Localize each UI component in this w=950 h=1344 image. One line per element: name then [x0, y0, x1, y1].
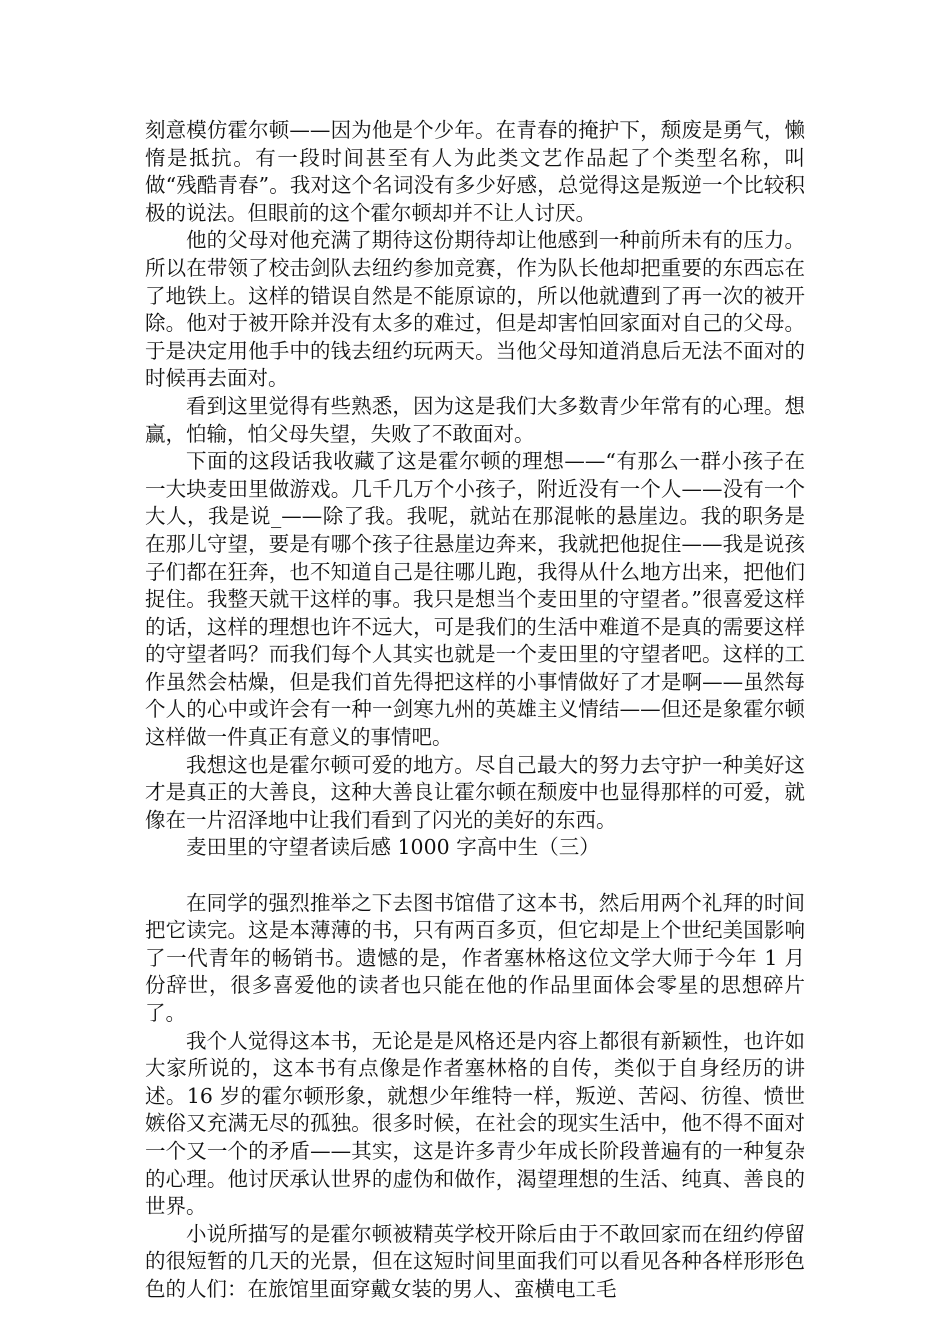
paragraph: 下面的这段话我收藏了这是霍尔顿的理想——“有那么一群小孩子在一大块麦田里做游戏。几千几万个小孩子，附近没有一个人——没有一个大人，我是说_——除了我。我呢，就站在那混帐的悬崖边。我的职务是在那儿守望，要是有哪个孩子往悬崖边奔来，我就把他捉住——我是说孩子们都在狂奔，也不知道自己是往哪儿跑，我得从什么地方出来，把他们捉住。我整天就干这样的事。我只是想当个麦田里的守望者。”很喜爱这样的话，这样的理想也许不远大，可是我们的生活中难道不是真的需要这样的守望者吗？而我们每个人其实也就是一个麦田里的守望者吧。这样的工作虽然会枯燥，但是我们首先得把这样的小事情做好了才是啊——虽然每个人的心中或许会有一种一剑寒九州的英雄主义情结——但还是象霍尔顿这样做一件真正有意义的事情吧。: [145, 449, 805, 750]
paragraph: 刻意模仿霍尔顿——因为他是个少年。在青春的掩护下，颓废是勇气，懒惰是抵抗。有一段时间甚至有人为此类文艺作品起了个类型名称，叫做“残酷青春”。我对这个名词没有多少好感，总觉得这是叛逆一个比较积极的说法。但眼前的这个霍尔顿却并不让人讨厌。: [145, 118, 805, 225]
blank-line: [145, 862, 805, 890]
paragraph: 他的父母对他充满了期待这份期待却让他感到一种前所未有的压力。所以在带领了校击剑队去纽约参加竞赛，作为队长他却把重要的东西忘在了地铁上。这样的错误自然是不能原谅的，所以他就遭到了再一次的被开除。他对于被开除并没有太多的难过，但是却害怕回家面对自己的父母。于是决定用他手中的钱去纽约玩两天。当他父母知道消息后无法不面对的时候再去面对。: [145, 228, 805, 391]
paragraph: 小说所描写的是霍尔顿被精英学校开除后由于不敢回家而在纽约停留的很短暂的几天的光景，但在这短时间里面我们可以看见各种各样形形色色的人们：在旅馆里面穿戴女装的男人、蛮横电工毛: [145, 1221, 805, 1301]
paragraph: 我想这也是霍尔顿可爱的地方。尽自己最大的努力去守护一种美好这才是真正的大善良，这种大善良让霍尔顿在颓废中也显得那样的可爱，就像在一片沼泽地中让我们看到了闪光的美好的东西。: [145, 752, 805, 832]
document-page: [145, 117, 805, 1304]
section-title: 麦田里的守望者读后感 1000 字高中生（三）: [186, 835, 600, 860]
paragraph: 我个人觉得这本书，无论是是风格还是内容上都很有新颖性，也许如大家所说的，这本书有点像是作者塞林格的自传，类似于自身经历的讲述。16 岁的霍尔顿形象，就想少年维特一样，叛逆、苦闷、彷徨、愤世嫉俗又充满无尽的孤独。很多时候，在社会的现实生活中，他不得不面对一个又一个的矛盾——其实，这是许多青少年成长阶段普遍有的一种复杂的心理。他讨厌承认世界的虚伪和做作，渴望理想的生活、纯真、善良的世界。: [145, 1028, 805, 1219]
paragraph: 在同学的强烈推举之下去图书馆借了这本书，然后用两个礼拜的时间把它读完。这是本薄薄的书，只有两百多页，但它却是上个世纪美国影响了一代青年的畅销书。遗憾的是，作者塞林格这位文学大师于今年 1 月份辞世，很多喜爱他的读者也只能在他的作品里面体会零星的思想碎片了。: [145, 890, 805, 1025]
paragraph: 看到这里觉得有些熟悉，因为这是我们大多数青少年常有的心理。想赢，怕输，怕父母失望，失败了不敢面对。: [145, 393, 805, 446]
